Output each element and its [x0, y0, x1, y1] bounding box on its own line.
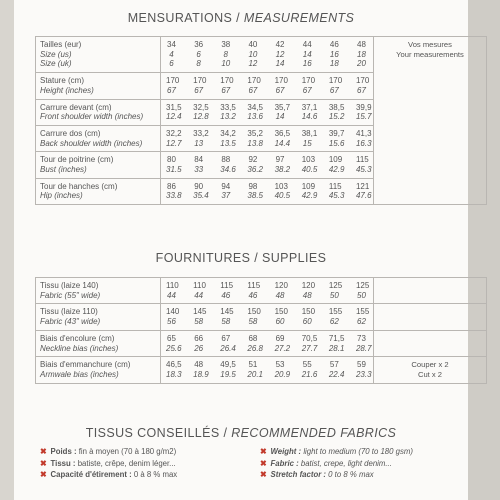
- fabric-item-key: Stretch factor :: [270, 470, 327, 479]
- value-cell: 44: [302, 40, 312, 49]
- value-cell: 145: [220, 307, 234, 317]
- values-cm: [161, 334, 373, 344]
- value-cell: 150: [274, 307, 288, 317]
- value-cell: 56: [167, 317, 176, 327]
- value-cell: 15.7: [355, 112, 372, 122]
- fabric-item-text: 0 to 8 % max: [326, 470, 374, 479]
- value-cell: 10: [221, 59, 231, 69]
- value-cell: 28.1: [328, 343, 345, 353]
- value-cell: 25.6: [166, 343, 182, 353]
- fabrics-list-fr: [40, 446, 240, 481]
- value-cell: 48: [302, 290, 312, 300]
- value-cell: 48: [194, 360, 204, 370]
- value-cell: 125: [355, 281, 370, 290]
- value-cell: 94: [221, 181, 231, 191]
- value-cell: 10: [248, 49, 258, 59]
- fabrics-title: TISSUS CONSEILLÉS / RECOMMENDED FABRICS: [85, 426, 397, 440]
- supply-values: [161, 357, 374, 383]
- measurements-table: [35, 36, 487, 205]
- value-cell: 12: [248, 59, 258, 69]
- value-cell: 38: [221, 40, 231, 49]
- value-cell: 18: [357, 49, 366, 59]
- value-cell: 150: [247, 307, 261, 317]
- values-cm: [161, 155, 373, 165]
- value-cell: 84: [194, 155, 204, 165]
- supply-values: [161, 330, 374, 356]
- value-cell: 44: [167, 290, 176, 300]
- values-cm: [161, 182, 373, 192]
- value-cell: 8: [196, 59, 201, 69]
- row-label: [36, 152, 161, 178]
- values-inches: [161, 191, 373, 201]
- measurement-values: [161, 125, 374, 151]
- label-line: Carrure dos (cm): [40, 128, 101, 138]
- value-cell: 26.4: [220, 343, 236, 353]
- values-cm: [161, 103, 373, 113]
- label-line: Tissu (laize 110): [40, 307, 98, 317]
- value-cell: 115: [220, 281, 234, 290]
- supplies-table: [35, 277, 487, 384]
- cross-icon: ✖: [40, 470, 47, 479]
- value-cell: 110: [193, 281, 206, 290]
- value-cell: 51: [248, 360, 258, 370]
- value-cell: 23.3: [355, 369, 372, 379]
- value-cell: 39,9: [355, 102, 372, 112]
- label-line: Tissu (laize 140): [40, 281, 99, 290]
- measurement-values: [161, 152, 374, 178]
- value-cell: 13.2: [220, 112, 236, 122]
- value-cell: 46,5: [166, 360, 182, 370]
- your-measures-en: Your measurements: [396, 49, 464, 59]
- value-cell: 21.6: [301, 369, 318, 379]
- row-label: [36, 73, 161, 99]
- value-cell: 31.5: [166, 165, 182, 175]
- value-cell: 20.9: [274, 369, 291, 379]
- value-cell: 40: [248, 40, 258, 49]
- fabric-item-key: Tissu :: [50, 458, 76, 468]
- supply-row: [36, 330, 487, 356]
- label-line: Hip (inches): [40, 191, 83, 201]
- value-cell: 33,2: [193, 128, 209, 138]
- value-cell: 115: [247, 281, 261, 290]
- value-cell: 33,5: [220, 102, 236, 112]
- supply-row: [36, 278, 487, 304]
- value-cell: 40.5: [301, 165, 318, 175]
- row-label: [36, 278, 161, 304]
- row-label: [36, 330, 161, 356]
- values-inches: [161, 344, 373, 354]
- value-cell: 98: [248, 181, 258, 191]
- note-line: Couper x 2: [411, 360, 449, 370]
- value-cell: 103: [301, 155, 316, 165]
- label-line: Biais d'encolure (cm): [40, 333, 115, 343]
- value-cell: 170: [247, 76, 261, 86]
- row-label: [36, 125, 161, 151]
- measurements-title: MENSURATIONS / MEASUREMENTS: [127, 11, 355, 25]
- fabric-item: [40, 469, 240, 481]
- value-cell: 15.2: [328, 112, 345, 122]
- value-cell: 33.8: [166, 191, 182, 201]
- value-cell: 38.2: [274, 165, 291, 175]
- your-measures-fr: Vos mesures: [408, 40, 452, 49]
- size-uk: [161, 59, 373, 69]
- values-inches: [161, 291, 373, 301]
- value-cell: 48: [357, 40, 366, 49]
- values-inches: [161, 370, 373, 380]
- value-cell: 37: [221, 191, 231, 201]
- value-cell: 120: [301, 281, 316, 290]
- value-cell: 170: [274, 76, 288, 86]
- fabric-item-text: light to medium (70 to 180 gsm): [301, 447, 413, 456]
- value-cell: 13.5: [220, 138, 236, 148]
- row-label: [36, 357, 161, 383]
- value-cell: 39,7: [328, 128, 345, 138]
- label-line: Fabric (55" wide): [40, 290, 101, 300]
- value-cell: 62: [329, 317, 339, 327]
- value-cell: 44: [194, 290, 204, 300]
- label-line: Size (us): [40, 49, 72, 59]
- values-cm: [161, 76, 373, 86]
- value-cell: 71,5: [328, 333, 345, 343]
- label-line: Tour de poitrine (cm): [40, 155, 114, 165]
- value-cell: 67: [221, 85, 231, 95]
- fabrics-list-en: [260, 446, 460, 481]
- value-cell: 170: [193, 76, 207, 86]
- value-cell: 42.9: [301, 191, 318, 201]
- value-cell: 67: [194, 85, 204, 95]
- value-cell: 32,5: [193, 102, 209, 112]
- value-cell: 13.6: [247, 112, 263, 122]
- value-cell: 14: [302, 49, 312, 59]
- value-cell: 35.4: [193, 191, 209, 201]
- value-cell: 115: [355, 155, 369, 165]
- fabric-item: [40, 458, 240, 470]
- row-label: [36, 99, 161, 125]
- value-cell: 53: [275, 360, 285, 370]
- fabric-item-key: Capacité d'étirement :: [50, 470, 132, 479]
- value-cell: 37,1: [301, 102, 318, 112]
- value-cell: 67: [221, 333, 231, 343]
- supplies-title: FOURNITURES / SUPPLIES: [155, 251, 327, 265]
- measurement-values: [161, 178, 374, 204]
- value-cell: 66: [194, 333, 204, 343]
- value-cell: 38.5: [247, 191, 263, 201]
- values-inches: [161, 317, 373, 327]
- value-cell: 55: [302, 360, 312, 370]
- size-values: [161, 37, 374, 73]
- value-cell: 20: [357, 59, 366, 69]
- value-cell: 67: [329, 85, 339, 95]
- value-cell: 18: [329, 59, 339, 69]
- value-cell: 73: [357, 333, 366, 343]
- values-cm: [161, 360, 373, 370]
- value-cell: 20.1: [247, 369, 263, 379]
- label-line: Size (uk): [40, 59, 72, 69]
- value-cell: 42.9: [328, 165, 345, 175]
- label-line: Fabric (43" wide): [40, 317, 101, 327]
- label-line: Carrure devant (cm): [40, 102, 112, 112]
- value-cell: 109: [328, 155, 343, 165]
- fabric-item-text: fin à moyen (70 à 180 g/m2): [76, 447, 177, 456]
- fabric-item: [260, 469, 460, 481]
- fabric-item: [260, 446, 460, 458]
- label-line: Armwale bias (inches): [40, 369, 119, 379]
- value-cell: 6: [196, 49, 201, 59]
- value-cell: 18.3: [166, 369, 182, 379]
- value-cell: 14: [275, 112, 285, 122]
- cross-icon: ✖: [260, 458, 267, 468]
- fabric-item: [260, 458, 460, 470]
- value-cell: 68: [248, 333, 258, 343]
- value-cell: 58: [248, 317, 258, 327]
- value-cell: 92: [248, 155, 258, 165]
- supply-row: [36, 304, 487, 330]
- value-cell: 60: [275, 317, 285, 327]
- label-line: Front shoulder width (inches): [40, 112, 144, 122]
- value-cell: 67: [167, 85, 176, 95]
- value-cell: 12.7: [166, 138, 182, 148]
- value-cell: 50: [357, 290, 366, 300]
- fabric-item-key: Fabric :: [270, 458, 299, 468]
- value-cell: 170: [301, 76, 316, 86]
- value-cell: 6: [169, 59, 174, 69]
- value-cell: 47.6: [355, 191, 372, 201]
- values-inches: [161, 165, 373, 175]
- supply-note: [374, 304, 487, 330]
- value-cell: 46: [329, 40, 339, 49]
- value-cell: 50: [329, 290, 339, 300]
- supply-note: [374, 357, 487, 383]
- value-cell: 90: [194, 181, 204, 191]
- value-cell: 14.6: [301, 112, 318, 122]
- value-cell: 36.2: [247, 165, 263, 175]
- supply-values: [161, 278, 374, 304]
- value-cell: 48: [275, 290, 285, 300]
- label-line: Neckline bias (inches): [40, 343, 119, 353]
- value-cell: 109: [301, 181, 316, 191]
- values-inches: [161, 112, 373, 122]
- cross-icon: ✖: [40, 447, 47, 456]
- value-cell: 15: [302, 138, 312, 148]
- value-cell: 170: [220, 76, 234, 86]
- value-cell: 8: [223, 49, 228, 59]
- value-cell: 110: [166, 281, 179, 290]
- value-cell: 67: [302, 85, 312, 95]
- size-eur: [161, 40, 373, 50]
- fabric-item: [40, 446, 240, 458]
- value-cell: 150: [301, 307, 316, 317]
- supply-note: [374, 330, 487, 356]
- value-cell: 170: [166, 76, 180, 86]
- value-cell: 14.4: [274, 138, 291, 148]
- label-line: Tailles (eur): [40, 40, 82, 49]
- value-cell: 45.3: [328, 191, 345, 201]
- value-cell: 13.8: [247, 138, 263, 148]
- label-line: Height (inches): [40, 85, 94, 95]
- your-measurements-header: [374, 37, 487, 205]
- fabric-item-key: Poids :: [50, 447, 77, 456]
- row-label: [36, 178, 161, 204]
- value-cell: 22.4: [328, 369, 345, 379]
- value-cell: 14: [275, 59, 285, 69]
- value-cell: 36: [194, 40, 204, 49]
- measurement-values: [161, 99, 374, 125]
- values-cm: [161, 129, 373, 139]
- label-line: Stature (cm): [40, 76, 85, 86]
- value-cell: 13: [194, 138, 204, 148]
- value-cell: 18.9: [193, 369, 209, 379]
- value-cell: 41,3: [355, 128, 372, 138]
- value-cell: 34,5: [247, 102, 263, 112]
- value-cell: 170: [328, 76, 343, 86]
- value-cell: 67: [357, 85, 366, 95]
- supply-row: [36, 357, 487, 383]
- value-cell: 34: [167, 40, 176, 49]
- value-cell: 36,5: [274, 128, 291, 138]
- value-cell: 46: [221, 290, 231, 300]
- value-cell: 86: [167, 181, 176, 191]
- value-cell: 38,5: [328, 102, 345, 112]
- value-cell: 58: [194, 317, 204, 327]
- row-label: [36, 37, 161, 73]
- value-cell: 80: [167, 155, 176, 165]
- value-cell: 35,7: [274, 102, 291, 112]
- value-cell: 60: [302, 317, 312, 327]
- value-cell: 26: [194, 343, 204, 353]
- fabric-item-text: batist, crepe, light denim...: [298, 458, 392, 468]
- value-cell: 42: [275, 40, 285, 49]
- label-line: Biais d'emmanchure (cm): [40, 360, 131, 370]
- value-cell: 27.2: [274, 343, 291, 353]
- value-cell: 140: [166, 307, 180, 317]
- value-cell: 4: [169, 49, 174, 59]
- value-cell: 155: [355, 307, 370, 317]
- size-us: [161, 50, 373, 60]
- cross-icon: ✖: [260, 470, 267, 479]
- value-cell: 12: [275, 49, 285, 59]
- value-cell: 15.6: [328, 138, 345, 148]
- value-cell: 155: [328, 307, 343, 317]
- value-cell: 33: [194, 165, 204, 175]
- value-cell: 16: [329, 49, 339, 59]
- value-cell: 70,5: [301, 333, 318, 343]
- measurement-values: [161, 73, 374, 99]
- value-cell: 19.5: [220, 369, 236, 379]
- value-cell: 59: [357, 360, 366, 370]
- value-cell: 16.3: [355, 138, 372, 148]
- value-cell: 58: [221, 317, 231, 327]
- value-cell: 120: [274, 281, 288, 290]
- label-line: Bust (inches): [40, 165, 87, 175]
- value-cell: 67: [248, 85, 258, 95]
- value-cell: 38,1: [301, 128, 318, 138]
- value-cell: 34,2: [220, 128, 236, 138]
- value-cell: 12.8: [193, 112, 209, 122]
- values-cm: [161, 307, 373, 317]
- value-cell: 103: [274, 181, 288, 191]
- value-cell: 69: [275, 333, 285, 343]
- value-cell: 34.6: [220, 165, 236, 175]
- values-cm: [161, 281, 373, 291]
- value-cell: 88: [221, 155, 231, 165]
- value-cell: 62: [357, 317, 366, 327]
- value-cell: 97: [275, 155, 285, 165]
- fabric-item-text: 0 à 8 % max: [131, 470, 178, 479]
- fabric-item-text: batiste, crêpe, denim léger...: [75, 458, 176, 468]
- value-cell: 145: [193, 307, 207, 317]
- value-cell: 16: [302, 59, 312, 69]
- value-cell: 26.8: [247, 343, 263, 353]
- value-cell: 45.3: [355, 165, 372, 175]
- value-cell: 115: [328, 181, 342, 191]
- values-inches: [161, 86, 373, 96]
- label-line: Tour de hanches (cm): [40, 181, 118, 191]
- note-line: Cut x 2: [417, 369, 443, 379]
- label-line: Back shoulder width (inches): [40, 138, 143, 148]
- value-cell: 49,5: [220, 360, 236, 370]
- value-cell: 32,2: [166, 128, 182, 138]
- cross-icon: ✖: [40, 458, 47, 468]
- values-inches: [161, 139, 373, 149]
- value-cell: 31,5: [166, 102, 182, 112]
- value-cell: 170: [355, 76, 370, 86]
- value-cell: 121: [355, 181, 370, 191]
- value-cell: 125: [328, 281, 343, 290]
- value-cell: 35,2: [247, 128, 263, 138]
- value-cell: 12.4: [166, 112, 182, 122]
- supply-values: [161, 304, 374, 330]
- value-cell: 67: [275, 85, 285, 95]
- value-cell: 27.7: [301, 343, 318, 353]
- row-label: [36, 304, 161, 330]
- supply-note: [374, 278, 487, 304]
- cross-icon: ✖: [260, 447, 267, 456]
- value-cell: 65: [167, 333, 176, 343]
- sizes-row: [36, 37, 487, 73]
- value-cell: 57: [329, 360, 339, 370]
- value-cell: 40.5: [274, 191, 291, 201]
- value-cell: 28.7: [355, 343, 372, 353]
- fabric-item-key: Weight :: [270, 447, 302, 456]
- value-cell: 46: [248, 290, 258, 300]
